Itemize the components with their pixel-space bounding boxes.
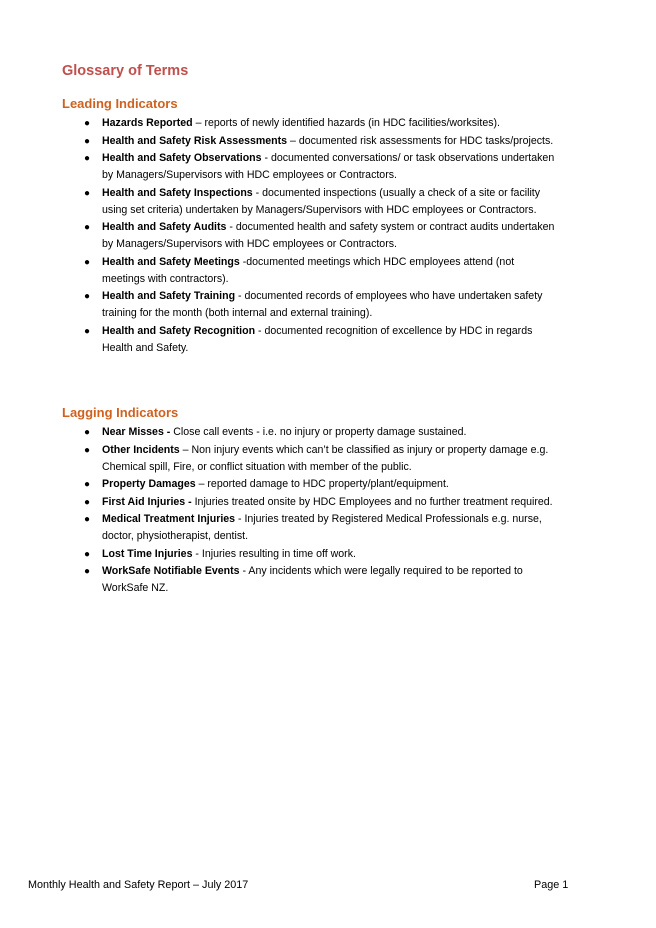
glossary-term: Other Incidents (102, 443, 180, 456)
list-item (82, 494, 558, 511)
bullet-icon: ● (84, 325, 91, 337)
list-item (82, 476, 558, 493)
footer-page-number: Page 1 (534, 879, 569, 891)
lagging-indicators-heading: Lagging Indicators (62, 405, 179, 420)
list-item (82, 511, 558, 545)
glossary-definition: - documented conversations/ or task observations undertaken by Managers/Supervisors with HDC employees or Contractors. (102, 152, 555, 181)
glossary-term: Hazards Reported (102, 117, 193, 129)
glossary-definition: - Any incidents which were legally required to be reported to WorkSafe NZ. (102, 565, 523, 594)
glossary-term: Property Damages (102, 478, 196, 490)
list-item (82, 150, 558, 184)
glossary-term: Near Misses - (102, 426, 171, 438)
glossary-definition: – reported damage to HDC property/plant/equipment. (195, 478, 449, 490)
bullet-icon: ● (84, 187, 91, 199)
glossary-definition: – Non injury events which can’t be classified as injury or property damage e.g. Chemical spill, Fire, or conflict situation with member of the public. (102, 443, 549, 473)
list-item (82, 115, 558, 132)
glossary-term: WorkSafe Notifiable Events (102, 565, 240, 577)
glossary-definition: – reports of newly identified hazards (in HDC facilities/worksites). (192, 117, 501, 129)
list-item (82, 323, 558, 357)
leading-indicators-list (82, 115, 558, 357)
list-item (82, 133, 558, 150)
glossary-term: Health and Safety Observations (102, 152, 262, 164)
list-item (82, 288, 558, 322)
bullet-icon: ● (84, 496, 91, 508)
bullet-icon: ● (84, 479, 91, 490)
glossary-term: Health and Safety Risk Assessments (102, 134, 288, 147)
bullet-icon: ● (84, 444, 91, 456)
bullet-icon: ● (84, 135, 91, 147)
list-item (82, 254, 558, 288)
glossary-term: First Aid Injuries - (102, 495, 192, 508)
bullet-icon: ● (84, 548, 91, 560)
bullet-icon: ● (84, 566, 91, 577)
glossary-term: Health and Safety Meetings (102, 255, 240, 268)
glossary-definition: Close call events - i.e. no injury or property damage sustained. (170, 426, 467, 438)
glossary-definition: - documented recognition of excellence by HDC in regards Health and Safety. (102, 324, 533, 354)
bullet-icon: ● (84, 291, 91, 302)
glossary-definition: - documented health and safety system or contract audits undertaken by Managers/Supervisors with HDC employees or Contractors. (102, 221, 555, 250)
list-item (82, 219, 558, 253)
leading-indicators-heading: Leading Indicators (62, 96, 178, 111)
bullet-icon: ● (84, 153, 91, 164)
page-title: Glossary of Terms (62, 63, 189, 79)
glossary-definition: - Injuries treated by Registered Medical Professionals e.g. nurse, doctor, physiotherapist, dentist. (102, 513, 542, 542)
footer-report-title: Monthly Health and Safety Report – July 2017 (28, 879, 249, 891)
bullet-icon: ● (84, 514, 91, 525)
glossary-definition: -documented meetings which HDC employees attend (not meetings with contractors). (102, 255, 515, 285)
glossary-definition: Injuries treated onsite by HDC Employees and no further treatment required. (191, 495, 553, 508)
glossary-definition: – documented risk assessments for HDC tasks/projects. (287, 134, 554, 147)
glossary-term: Health and Safety Training (102, 290, 236, 302)
glossary-definition: - documented records of employees who have undertaken safety training for the month (both internal and external training). (102, 290, 543, 319)
glossary-term: Health and Safety Audits (102, 221, 227, 233)
glossary-term: Health and Safety Recognition (102, 324, 256, 337)
glossary-term: Medical Treatment Injuries (102, 513, 236, 525)
list-item (82, 546, 558, 563)
list-item (82, 185, 558, 219)
glossary-definition: - documented inspections (usually a check of a site or facility using set criteria) undertaken by Managers/Supervisors with HDC employees or Contractors. (102, 186, 541, 216)
lagging-indicators-list (82, 424, 558, 598)
glossary-definition: - Injuries resulting in time off work. (192, 547, 356, 560)
glossary-term: Health and Safety Inspections (102, 186, 253, 199)
bullet-icon: ● (84, 222, 91, 233)
bullet-icon: ● (84, 427, 91, 438)
list-item (82, 563, 558, 597)
list-item (82, 424, 558, 441)
list-item (82, 442, 558, 476)
bullet-icon: ● (84, 256, 91, 268)
glossary-term: Lost Time Injuries (102, 547, 193, 560)
bullet-icon: ● (84, 118, 91, 129)
